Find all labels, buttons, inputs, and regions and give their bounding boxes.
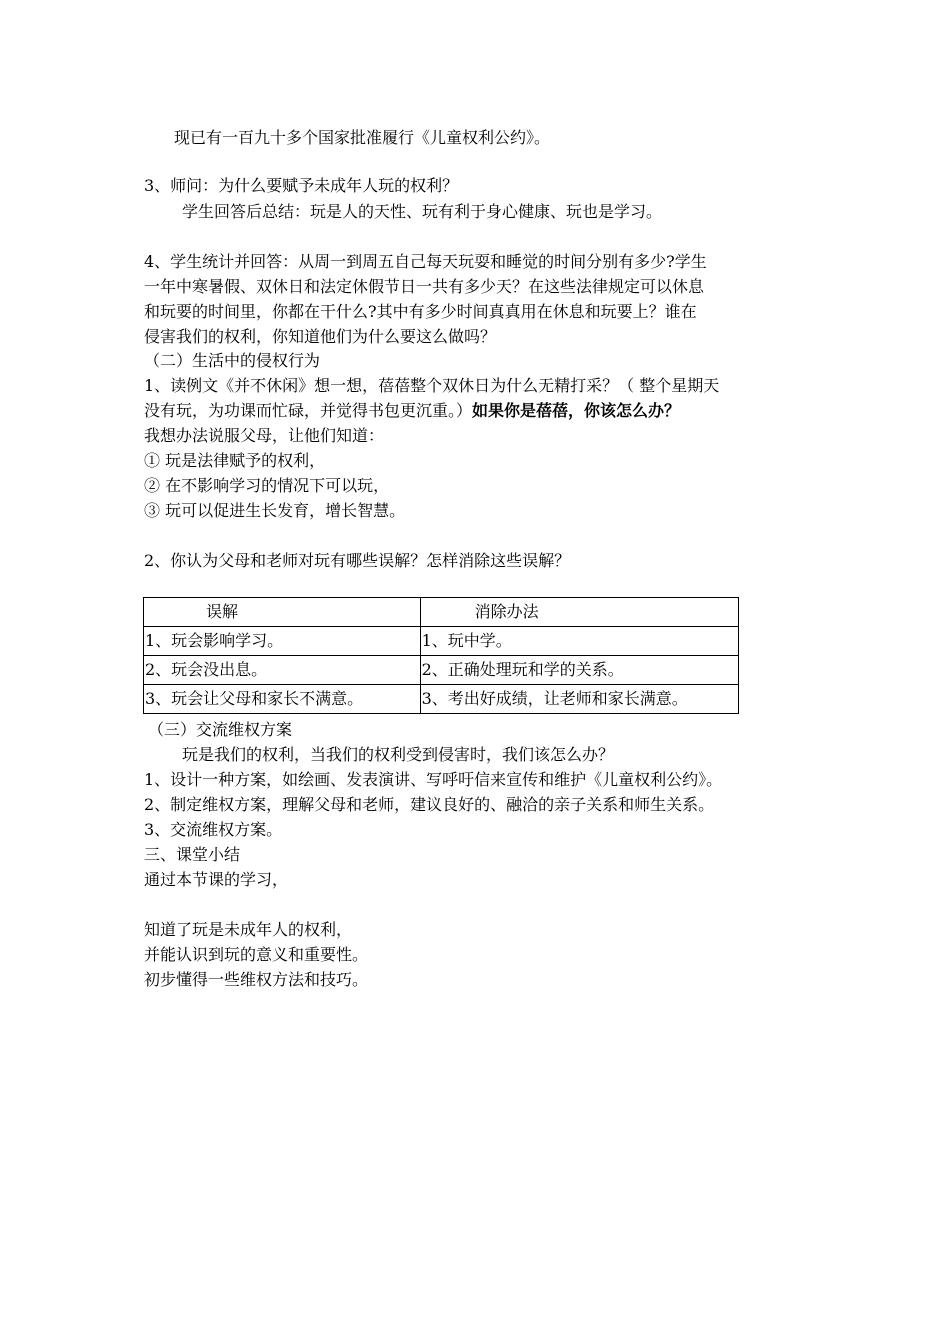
bold-question: 如果你是蓓蓓，你该怎么办？ [472,401,681,420]
summary-line-1: 通过本节课的学习， [144,870,289,889]
reading-answer-text: 没有玩，为功课而忙碌，并觉得书包更沉重。） [144,401,473,420]
plan-step-2: 2、制定维权方案，理解父母和老师，建议良好的、融洽的亲子关系和师生关系。 [144,795,715,814]
table-cell: 2、正确处理玩和学的关系。 [420,656,738,685]
summary-line-4: 初步懂得一些维权方法和技巧。 [144,970,369,989]
persuade-parents: 我想办法说服父母，让他们知道： [144,426,385,445]
table-row [144,685,739,714]
table-header-row [144,598,739,627]
list-item-3: ③ 玩可以促进生长发育，增长智慧。 [144,501,406,520]
question-4-line-1: 4、学生统计并回答：从周一到周五自己每天玩耍和睡觉的时间分别有多少?学生 [144,252,707,271]
question-3: 3、师问：为什么要赋予未成年人玩的权利？ [144,176,459,195]
table-row [144,627,739,656]
list-item-2: ② 在不影响学习的情况下可以玩， [144,476,390,495]
plan-step-3: 3、交流维权方案。 [144,820,283,839]
header-solution: 消除办法 [420,598,738,627]
table-cell: 2、玩会没出息。 [144,656,421,685]
header-misunderstanding: 误解 [144,598,421,627]
misunderstanding-table [143,597,739,714]
summary-line-2: 知道了玩是未成年人的权利， [144,920,353,939]
reading-question-line-2 [144,401,680,421]
table-cell: 3、玩会让父母和家长不满意。 [144,685,421,714]
reading-question-line-1: 1、读例文《并不休闲》想一想，蓓蓓整个双休日为什么无精打采？（ 整个星期天 [144,376,720,395]
question-4-line-4: 侵害我们的权利，你知道他们为什么要这么做吗？ [144,327,497,346]
section-heading-2: （二）生活中的侵权行为 [144,351,321,370]
rights-question: 玩是我们的权利，当我们的权利受到侵害时，我们该怎么办？ [182,745,615,764]
question-4-line-3: 和玩要的时间里，你都在干什么?其中有多少时间真真用在休息和玩要上？谁在 [144,302,697,321]
answer-summary: 学生回答后总结：玩是人的天性、玩有利于身心健康、玩也是学习。 [182,202,663,221]
paragraph-line: 现已有一百九十多个国家批准履行《儿童权利公约》。 [174,128,551,147]
table-cell: 1、玩中学。 [420,627,738,656]
table-row [144,656,739,685]
section-heading-3: （三）交流维权方案 [148,720,293,739]
question-misunderstanding: 2、你认为父母和老师对玩有哪些误解？怎样消除这些误解？ [144,551,571,570]
section-heading-summary: 三、课堂小结 [144,845,241,864]
list-item-1: ① 玩是法律赋予的权利， [144,451,326,470]
table-cell: 1、玩会影响学习。 [144,627,421,656]
table-cell: 3、考出好成绩，让老师和家长满意。 [420,685,738,714]
question-4-line-2: 一年中寒暑假、双休日和法定休假节日一共有多少天？在这些法律规定可以休息 [144,277,705,296]
plan-step-1: 1、设计一种方案，如绘画、发表演讲、写呼吁信来宣传和维护《儿童权利公约》。 [144,770,723,789]
summary-line-3: 并能认识到玩的意义和重要性。 [144,945,369,964]
